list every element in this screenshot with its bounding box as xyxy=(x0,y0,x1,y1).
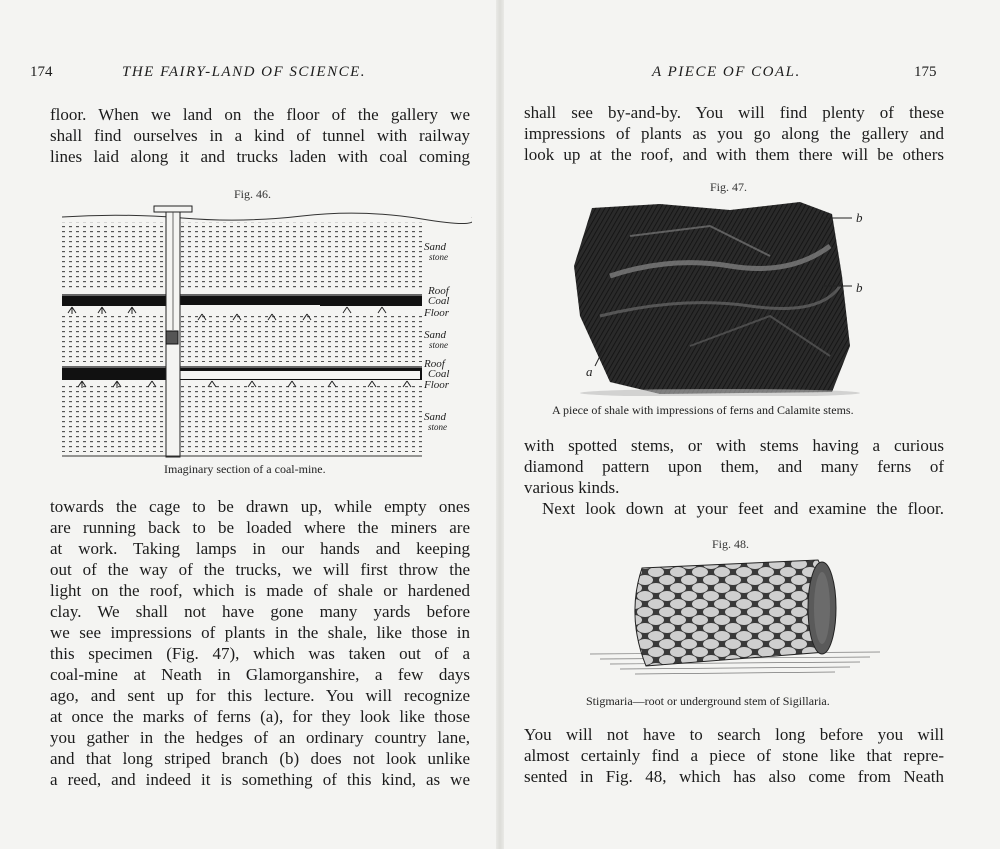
text-line: with spotted stems, or with stems having a curious xyxy=(524,436,944,455)
stigmaria-figure xyxy=(590,556,880,686)
strata-label: Coal xyxy=(428,368,450,380)
text-line: shall find ourselves in a kind of tunnel with railway xyxy=(50,126,470,145)
text-line: various kinds. xyxy=(524,478,620,497)
left-running-title: THE FAIRY-LAND OF SCIENCE. xyxy=(122,64,367,80)
text-line: you gather in the hedges of an ordinary country lane, xyxy=(50,728,470,747)
right-running-title: A PIECE OF COAL. xyxy=(652,64,801,80)
text-line: and that long striped branch (b) does not look unlike xyxy=(50,749,470,768)
text-line: this specimen (Fig. 47), which was taken out of a xyxy=(50,644,470,663)
strata-label: stone xyxy=(429,340,448,350)
left-top-paragraph xyxy=(50,104,470,167)
right-top-paragraph xyxy=(524,102,944,165)
shale-specimen-figure xyxy=(570,196,890,396)
strata-label: Floor xyxy=(424,307,450,319)
text-line: ago, and sent up for this lecture. You will recognize xyxy=(50,686,470,705)
strata-label: Roof xyxy=(428,285,449,297)
text-line: impressions of plants as you go along the gallery and xyxy=(524,124,944,143)
text-line: we see impressions of plants in the shale, like those in xyxy=(50,623,470,642)
fig48-label: Fig. 48. xyxy=(712,537,750,551)
left-page-number: 174 xyxy=(30,64,53,80)
coal-mine-section-figure xyxy=(62,200,472,462)
strata-label: Sand xyxy=(424,329,446,341)
left-bottom-paragraph xyxy=(50,496,470,790)
text-line: You will not have to search long before you will xyxy=(524,725,944,744)
text-line: at once the marks of ferns (a), for they look like those xyxy=(50,707,470,726)
fig47-label: Fig. 47. xyxy=(710,180,748,194)
right-page-number: 175 xyxy=(914,64,937,80)
right-middle-paragraph xyxy=(524,435,944,519)
strata-label: Floor xyxy=(424,379,450,391)
fig48-caption: Stigmaria—root or underground stem of Sigillaria. xyxy=(586,694,830,708)
text-line: are running back to be loaded where the miners are xyxy=(50,518,470,537)
right-bottom-paragraph xyxy=(524,724,944,787)
fig47-mark-a: a xyxy=(586,364,593,379)
fig46-caption: Imaginary section of a coal-mine. xyxy=(164,462,326,476)
fig46-label: Fig. 46. xyxy=(234,187,272,201)
right-page xyxy=(500,0,1000,849)
text-line: almost certainly find a piece of stone like that repre- xyxy=(524,746,944,765)
strata-label: Sand xyxy=(424,411,446,423)
text-line: clay. We shall not have gone many yards before xyxy=(50,602,470,621)
strata-label: stone xyxy=(429,252,448,262)
text-line: sented in Fig. 48, which has also come from Neath xyxy=(524,767,944,786)
text-line: coal-mine at Neath in Glamorganshire, a few days xyxy=(50,665,470,684)
text-line: out of the way of the trucks, we will first throw the xyxy=(50,560,470,579)
fig47-mark-b: b xyxy=(856,280,863,295)
text-line: diamond pattern upon them, and many ferns of xyxy=(524,457,944,476)
text-line: floor. When we land on the floor of the gallery we xyxy=(50,105,470,124)
text-line: light on the roof, which is made of shale or hardened xyxy=(50,581,470,600)
strata-label: Sand xyxy=(424,241,446,253)
strata-label: stone xyxy=(428,422,447,432)
text-line: lines laid along it and trucks laden with coal coming xyxy=(50,147,470,166)
text-line: Next look down at your feet and examine the floor. xyxy=(542,499,944,518)
text-line: look up at the roof, and with them there will be others xyxy=(524,145,944,164)
text-line: a reed, and indeed it is something of this kind, as we xyxy=(50,770,470,789)
text-line: towards the cage to be drawn up, while empty ones xyxy=(50,497,470,516)
fig47-caption: A piece of shale with impressions of ferns and Calamite stems. xyxy=(552,403,854,417)
text-line: at work. Taking lamps in our hands and keeping xyxy=(50,539,470,558)
text-line: shall see by-and-by. You will find plenty of these xyxy=(524,103,944,122)
strata-label: Coal xyxy=(428,295,450,307)
strata-label: Roof xyxy=(424,358,445,370)
fig47-mark-b: b xyxy=(856,210,863,225)
